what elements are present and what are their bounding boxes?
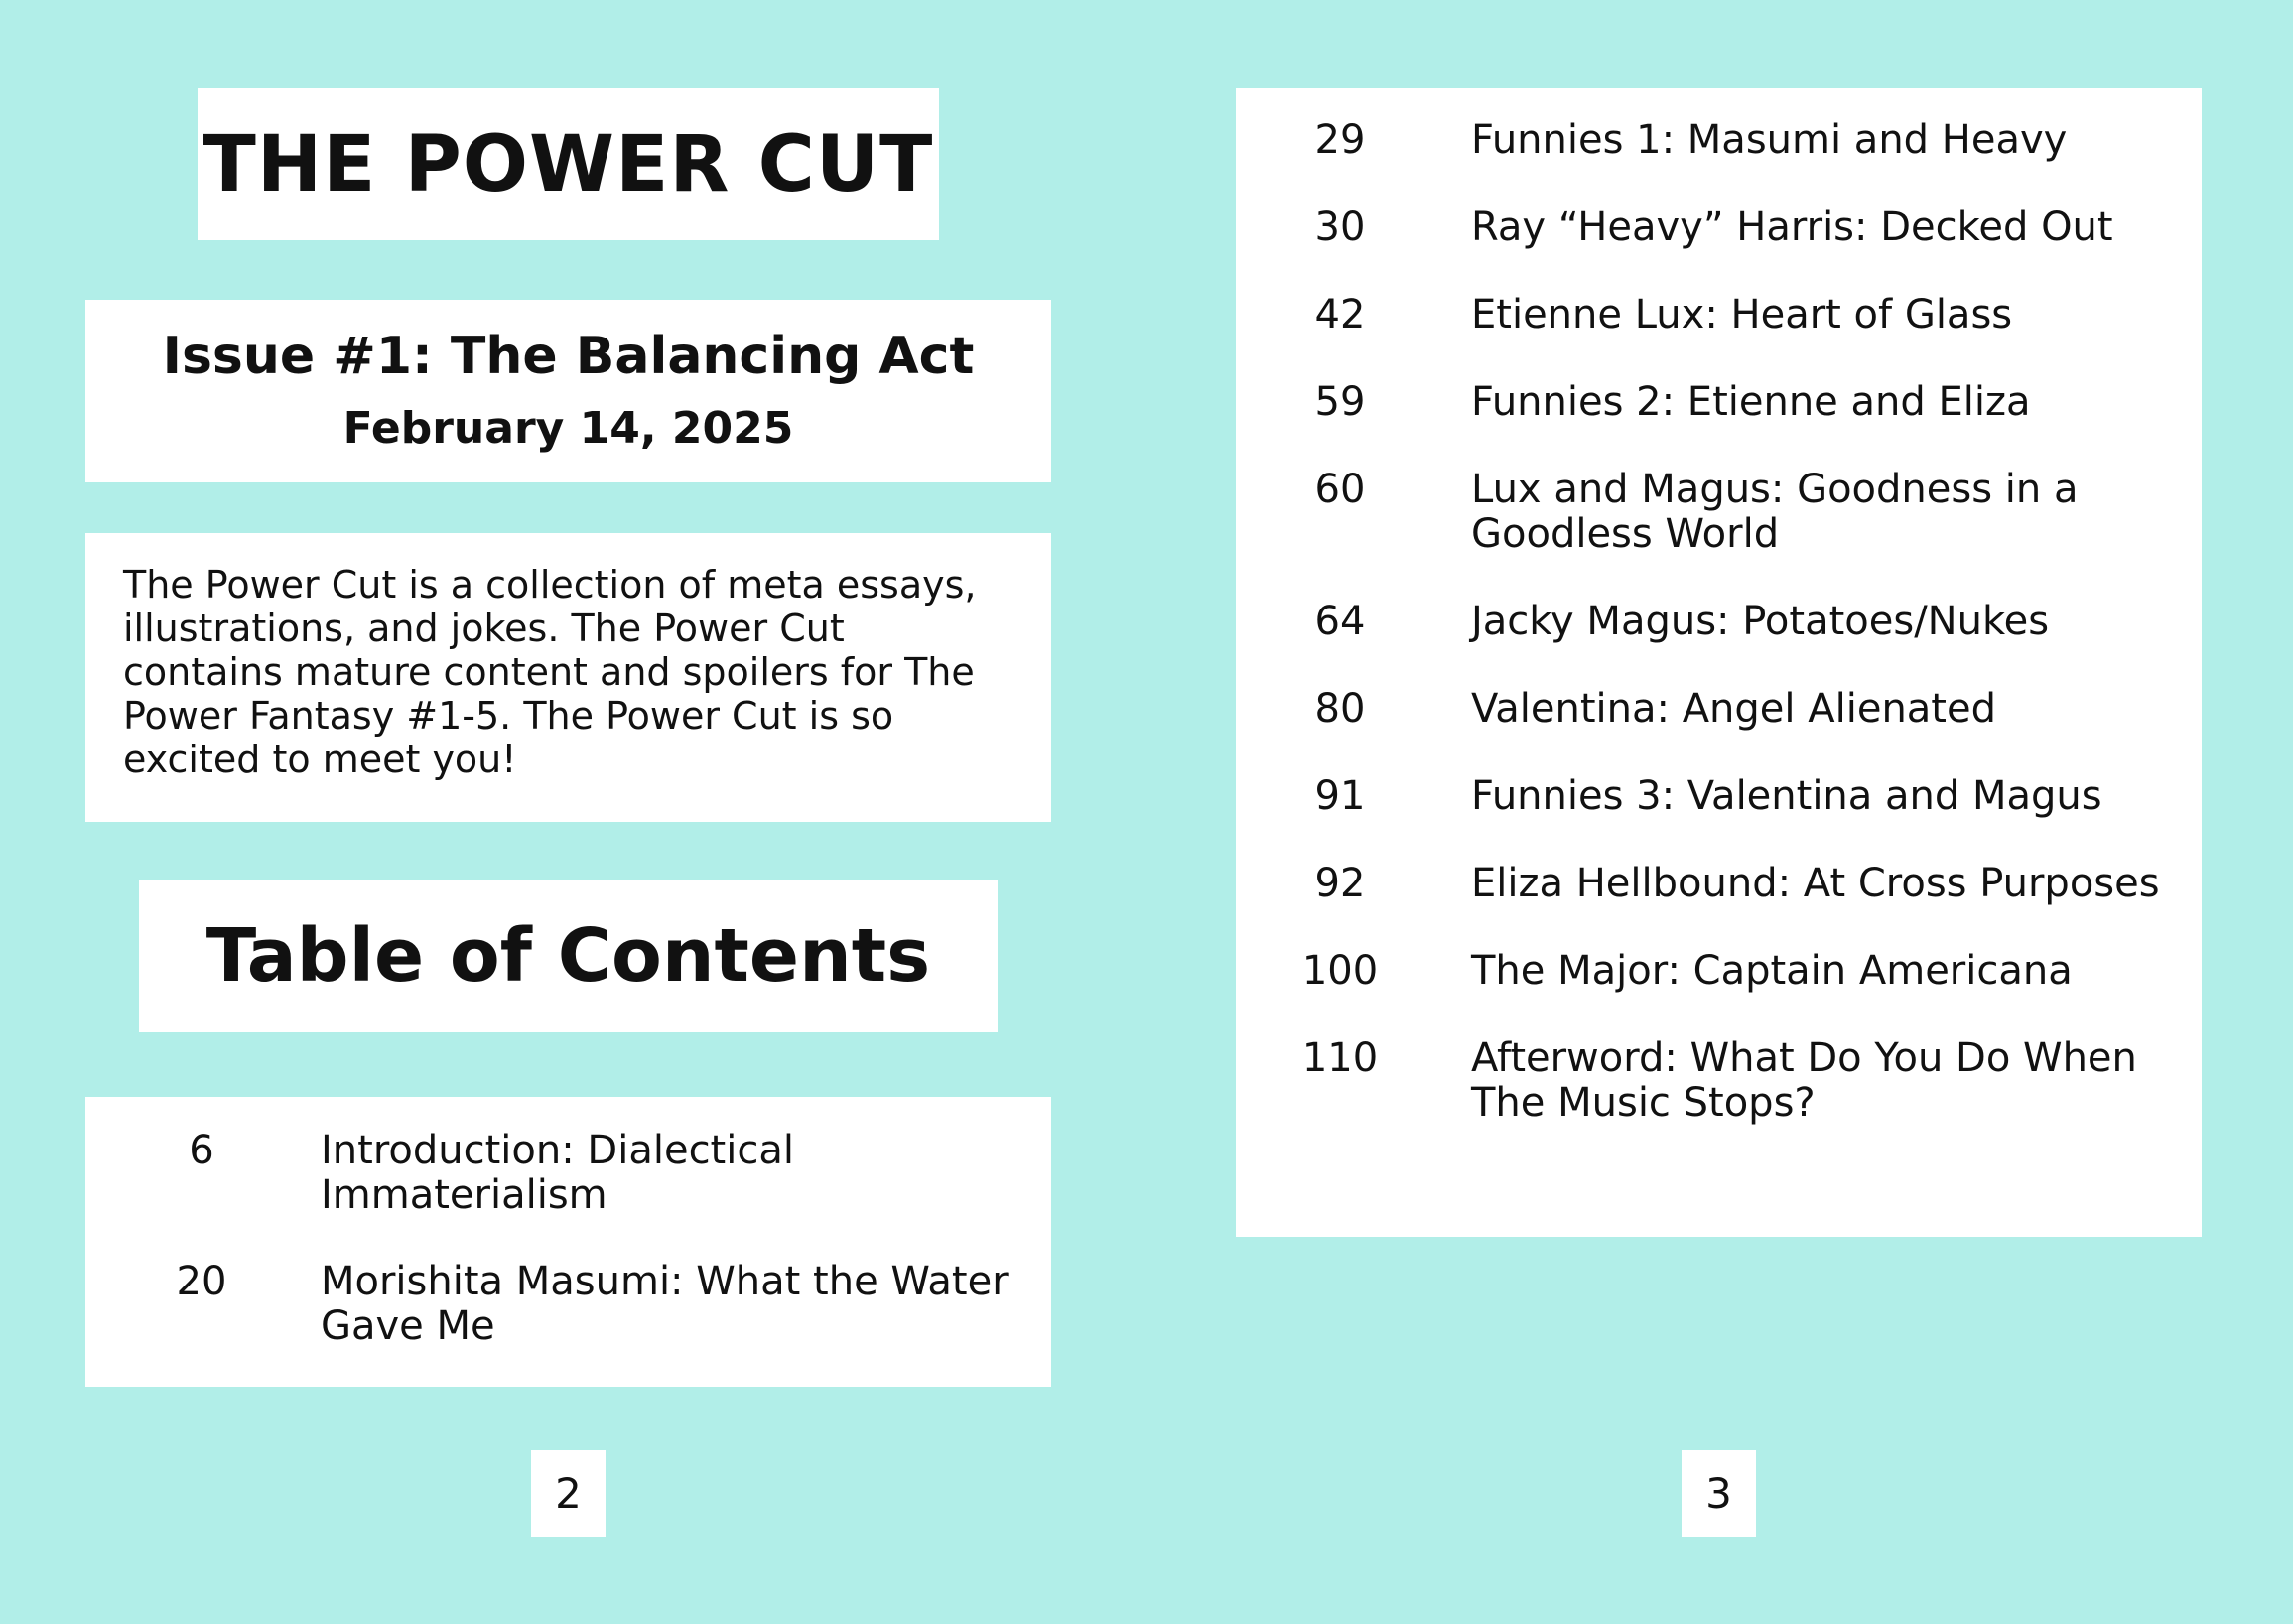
toc-page-number: 20 xyxy=(176,1259,227,1304)
toc-entry[interactable] xyxy=(85,1129,1051,1218)
title-panel xyxy=(198,88,939,240)
intro-paragraph: The Power Cut is a collection of meta essays, illustrations, and jokes. The Power Cut contains mature content and spoilers for The Power Fantasy #1-5. The Power Cut is so excited to meet you! xyxy=(123,563,977,781)
toc-entry-title: Valentina: Angel Alienated xyxy=(1471,686,1996,732)
toc-heading: Table of Contents xyxy=(205,913,931,999)
toc-page-number: 80 xyxy=(1314,686,1366,732)
toc-entry-title: Afterword: What Do You Do When The Music Stops? xyxy=(1471,1035,2137,1126)
toc-entry-title: The Major: Captain Americana xyxy=(1471,948,2073,994)
toc-page-number: 110 xyxy=(1301,1035,1379,1081)
page-number-right: 3 xyxy=(1682,1450,1756,1537)
toc-entry-title: Funnies 1: Masumi and Heavy xyxy=(1471,117,2068,163)
toc-entry[interactable] xyxy=(1236,118,2202,163)
toc-entry[interactable] xyxy=(1236,468,2202,557)
toc-entry[interactable] xyxy=(1236,774,2202,819)
page-number-left: 2 xyxy=(531,1450,606,1537)
toc-list-left xyxy=(85,1097,1051,1387)
toc-entry-title: Lux and Magus: Goodness in a Goodless World xyxy=(1471,467,2079,557)
toc-entry[interactable] xyxy=(85,1260,1051,1349)
toc-entry-title: Funnies 2: Etienne and Eliza xyxy=(1471,379,2031,425)
toc-page-number: 42 xyxy=(1314,292,1366,338)
toc-entry[interactable] xyxy=(1236,380,2202,425)
toc-entry[interactable] xyxy=(1236,1036,2202,1126)
toc-entry[interactable] xyxy=(1236,949,2202,994)
issue-panel xyxy=(85,300,1051,482)
toc-entry-title: Jacky Magus: Potatoes/Nukes xyxy=(1471,599,2050,644)
toc-entry[interactable] xyxy=(1236,600,2202,644)
toc-entry-title: Funnies 3: Valentina and Magus xyxy=(1471,773,2102,819)
toc-entry-title: Etienne Lux: Heart of Glass xyxy=(1471,292,2013,338)
toc-entry-title: Morishita Masumi: What the Water Gave Me xyxy=(321,1259,1009,1349)
toc-entry-title: Introduction: Dialectical Immaterialism xyxy=(321,1128,794,1218)
issue-date: February 14, 2025 xyxy=(342,403,794,455)
toc-entry-title: Ray “Heavy” Harris: Decked Out xyxy=(1471,204,2113,250)
toc-page-number: 60 xyxy=(1314,467,1366,512)
toc-list-right xyxy=(1236,88,2202,1237)
toc-page-number: 91 xyxy=(1314,773,1366,819)
toc-page-number: 100 xyxy=(1301,948,1379,994)
toc-page-number: 30 xyxy=(1314,204,1366,250)
toc-page-number: 59 xyxy=(1314,379,1366,425)
toc-entry[interactable] xyxy=(1236,687,2202,732)
toc-page-number: 92 xyxy=(1314,861,1366,906)
toc-page-number: 29 xyxy=(1314,117,1366,163)
intro-panel xyxy=(85,533,1051,822)
toc-page-number: 6 xyxy=(189,1128,214,1173)
toc-entry[interactable] xyxy=(1236,205,2202,250)
issue-title: Issue #1: The Balancing Act xyxy=(162,326,975,386)
publication-title: THE POWER CUT xyxy=(202,119,934,209)
toc-heading-panel xyxy=(139,880,998,1032)
toc-entry-title: Eliza Hellbound: At Cross Purposes xyxy=(1471,861,2160,906)
toc-page-number: 64 xyxy=(1314,599,1366,644)
toc-entry[interactable] xyxy=(1236,293,2202,338)
toc-entry[interactable] xyxy=(1236,862,2202,906)
